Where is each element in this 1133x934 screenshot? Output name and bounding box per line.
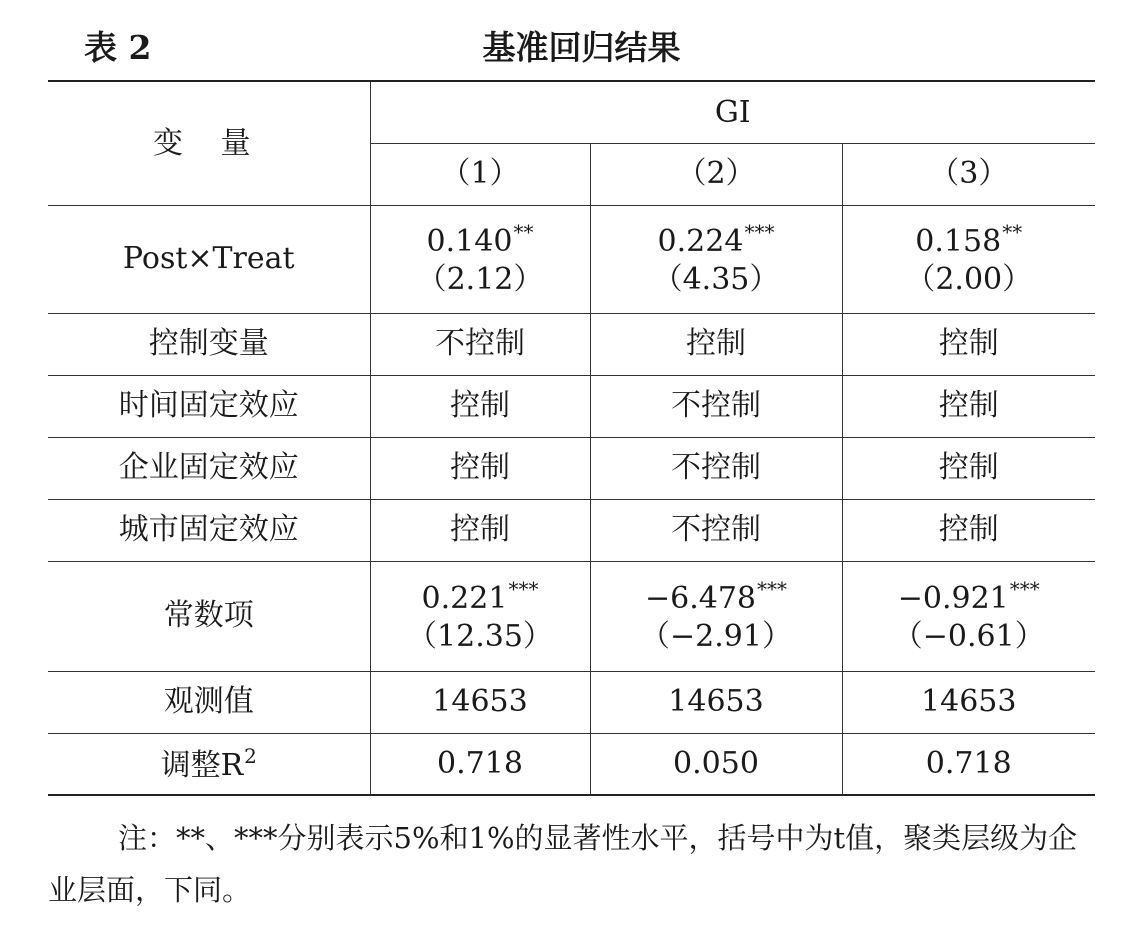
- coef-cell: [842, 205, 1095, 313]
- table-cell: 控制: [842, 375, 1095, 437]
- row-label: 观测值: [48, 671, 370, 733]
- column-header-2: （2）: [590, 143, 842, 205]
- row-label: 常数项: [48, 561, 370, 671]
- table-title: 基准回归结果: [482, 28, 681, 67]
- table-cell: 14653: [370, 671, 590, 733]
- significance-stars: **: [513, 220, 534, 244]
- row-label: 企业固定效应: [48, 437, 370, 499]
- variable-header: 变 量: [48, 81, 370, 205]
- coef-value: 0.158: [915, 224, 1002, 259]
- table-cell: 不控制: [590, 375, 842, 437]
- table-row: [48, 437, 1095, 499]
- table-cell: 14653: [590, 671, 842, 733]
- row-label: 城市固定效应: [48, 499, 370, 561]
- table-cell: 控制: [370, 437, 590, 499]
- table-row: [48, 499, 1095, 561]
- row-label: 调整$R^2$: [48, 733, 370, 795]
- column-header-3: （3）: [842, 143, 1095, 205]
- coef-cell: [590, 561, 842, 671]
- table-cell: 控制: [842, 499, 1095, 561]
- table-cell: 0.050: [590, 733, 842, 795]
- table-cell: 控制: [370, 375, 590, 437]
- table-row: [48, 561, 1095, 671]
- t-value: （2.00）: [905, 261, 1033, 297]
- table-cell: 0.718: [842, 733, 1095, 795]
- coef-value: 0.140: [426, 224, 513, 259]
- row-label: Post×Treat: [48, 205, 370, 313]
- table-label: 表 2: [84, 28, 152, 67]
- table-cell: 控制: [370, 499, 590, 561]
- t-value: （−0.61）: [892, 618, 1045, 654]
- superscript: 2: [244, 743, 257, 768]
- table-row: [48, 205, 1095, 313]
- column-header-1: （1）: [370, 143, 590, 205]
- dependent-variable-header: GI: [370, 81, 1095, 143]
- t-value: （2.12）: [416, 261, 544, 297]
- significance-stars: ***: [744, 220, 775, 244]
- t-value: （4.35）: [652, 261, 780, 297]
- coef-value: −6.478: [644, 581, 757, 616]
- significance-stars: **: [1002, 220, 1023, 244]
- table-cell: 控制: [590, 313, 842, 375]
- t-value: （12.35）: [407, 618, 553, 654]
- t-value: （−2.91）: [640, 618, 792, 654]
- significance-stars: ***: [757, 577, 788, 601]
- coef-cell: [370, 205, 590, 313]
- table-cell: 不控制: [590, 499, 842, 561]
- table-caption: [48, 0, 1095, 76]
- coef-value: 0.221: [421, 581, 508, 616]
- table-row: [48, 375, 1095, 437]
- header-row-dependent: [48, 81, 1095, 143]
- row-label: 时间固定效应: [48, 375, 370, 437]
- coef-cell: [590, 205, 842, 313]
- table-note: 注：**、***分别表示5%和1%的显著性水平，括号中为t值，聚类层级为企业层面，下同。: [48, 821, 1078, 907]
- table-cell: 0.718: [370, 733, 590, 795]
- table-row: [48, 671, 1095, 733]
- coef-value: 0.224: [657, 224, 744, 259]
- significance-stars: ***: [1009, 577, 1040, 601]
- significance-stars: ***: [508, 577, 539, 601]
- table-row: [48, 313, 1095, 375]
- coef-cell: [370, 561, 590, 671]
- table-cell: 控制: [842, 313, 1095, 375]
- table-row: [48, 733, 1095, 795]
- table-cell: 不控制: [370, 313, 590, 375]
- table-cell: 14653: [842, 671, 1095, 733]
- coef-cell: [842, 561, 1095, 671]
- table-cell: 控制: [842, 437, 1095, 499]
- coef-value: −0.921: [897, 581, 1009, 616]
- regression-table: [48, 80, 1095, 796]
- table-cell: 不控制: [590, 437, 842, 499]
- row-label: 控制变量: [48, 313, 370, 375]
